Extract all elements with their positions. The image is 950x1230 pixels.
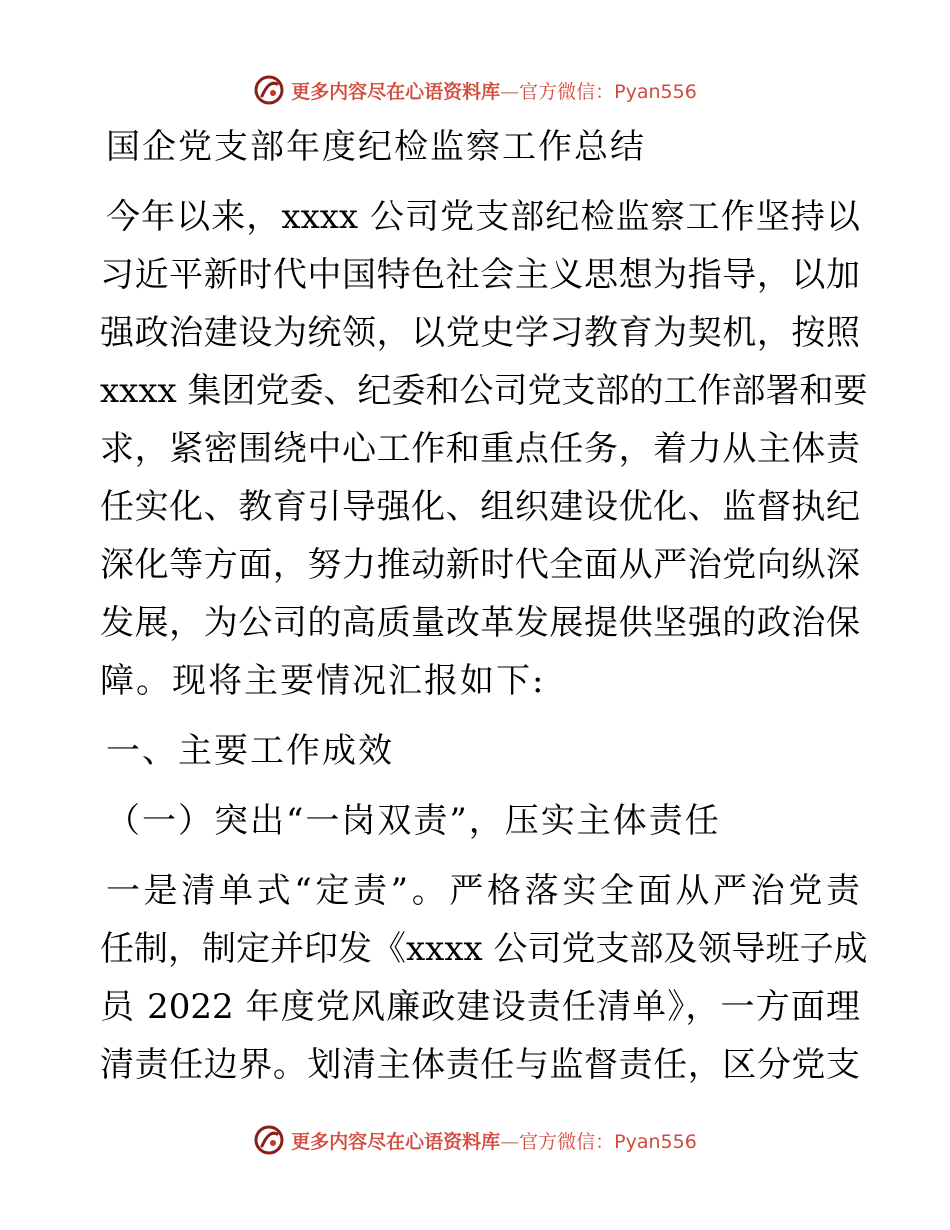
paragraph-line: 任制，制定并印发《xxxx 公司党支部及领导班子成: [100, 929, 868, 969]
watermark-separator: —: [500, 1130, 520, 1153]
paragraph-line: 求，紧密围绕中心工作和重点任务，着力从主体责: [100, 429, 860, 469]
paragraph-line: 任实化、教育引导强化、组织建设优化、监督执纪: [100, 487, 860, 527]
watermark-banner-bottom: [0, 1120, 950, 1160]
document-title: 国企党支部年度纪检监察工作总结: [106, 127, 646, 167]
watermark-contact: 官方微信：Pyan556: [519, 1130, 697, 1153]
paragraph-line: 员 2022 年度党风廉政建设责任清单》，一方面理: [100, 987, 860, 1027]
watermark-brand: 更多内容尽在心语资料库: [291, 80, 501, 103]
brand-logo-icon: [253, 74, 285, 106]
section-heading: 一、主要工作成效: [106, 731, 394, 771]
watermark-brand: 更多内容尽在心语资料库: [291, 1130, 501, 1153]
subsection-heading: （一）突出“一岗双责”，压实主体责任: [106, 801, 721, 841]
watermark-banner-top: [0, 70, 950, 110]
paragraph-line: 习近平新时代中国特色社会主义思想为指导，以加: [100, 255, 860, 295]
paragraph-line: 今年以来，xxxx 公司党支部纪检监察工作坚持以: [106, 197, 860, 237]
brand-logo-icon: [253, 1124, 285, 1156]
paragraph-line: xxxx 集团党委、纪委和公司党支部的工作部署和要: [100, 371, 868, 411]
document-body: [100, 118, 868, 1094]
watermark-contact: 官方微信：Pyan556: [519, 80, 697, 103]
paragraph-line: 深化等方面，努力推动新时代全面从严治党向纵深: [100, 545, 860, 585]
paragraph-line: 发展，为公司的高质量改革发展提供坚强的政治保: [100, 603, 860, 643]
watermark-separator: —: [500, 80, 520, 103]
paragraph-line: 障。现将主要情况汇报如下:: [100, 661, 546, 701]
paragraph-line: 一是清单式“定责”。严格落实全面从严治党责: [106, 871, 860, 911]
paragraph-line: 清责任边界。划清主体责任与监督责任，区分党支: [100, 1045, 860, 1085]
paragraph-line: 强政治建设为统领，以党史学习教育为契机，按照: [100, 313, 860, 353]
